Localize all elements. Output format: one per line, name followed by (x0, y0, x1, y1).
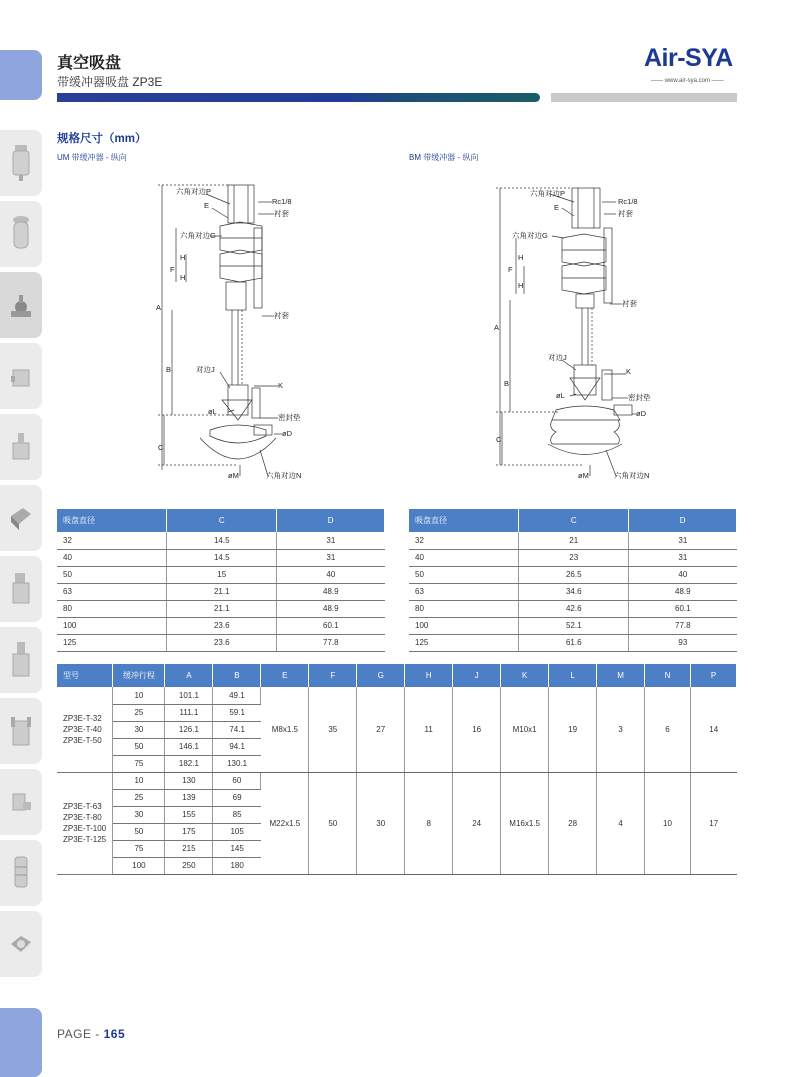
model-cell: ZP3E-T-63 ZP3E-T-80 ZP3E-T-100 ZP3E-T-125 (57, 772, 113, 874)
table-cell: 60 (213, 772, 261, 789)
bm-label-h2: H (518, 281, 524, 290)
side-tab-fitting[interactable] (0, 627, 42, 693)
um-label-b: B (166, 365, 172, 374)
bm-diagram-label: BM 带缓冲器 - 纵向 (409, 153, 479, 162)
um-label-f: F (170, 265, 175, 274)
table-cell: 130 (165, 772, 213, 789)
table-cell: 40 (409, 549, 519, 566)
side-tab-solenoid[interactable] (0, 414, 42, 480)
table-cell: 25 (113, 789, 165, 806)
table-row (57, 549, 385, 566)
um-label-hex-g: 六角对边G (180, 231, 216, 240)
side-tab-filter[interactable] (0, 130, 42, 196)
column-header: 缓冲行程 (113, 664, 165, 687)
table-cell: 139 (165, 789, 213, 806)
table-cell: 31 (277, 549, 385, 566)
table-row (57, 583, 385, 600)
brand-logo: Air-SYA (644, 44, 733, 72)
table-cell: 50 (113, 823, 165, 840)
gauge-icon (9, 924, 33, 964)
table-cell: 74.1 (213, 721, 261, 738)
page-number-value: 165 (103, 1027, 126, 1041)
table-cell: 100 (57, 617, 167, 634)
table-row (409, 634, 737, 651)
bm-label-h1: H (518, 253, 524, 262)
um-label-c: C (158, 443, 164, 452)
table-cell: 52.1 (519, 617, 629, 634)
table-cell: 146.1 (165, 738, 213, 755)
common-dimension-cell: 35 (309, 687, 357, 772)
bm-label-seal: 密封垫 (628, 393, 651, 402)
um-table-header (57, 509, 385, 532)
bm-col-diameter: 吸盘直径 (409, 509, 519, 532)
um-label-a: A (156, 303, 162, 312)
table-row (57, 617, 385, 634)
um-label-e: E (204, 201, 210, 210)
page-prefix: PAGE - (57, 1027, 104, 1041)
filter-icon (9, 143, 33, 183)
bm-label-f: F (508, 265, 513, 274)
bm-label-flat-j: 对边J (548, 353, 567, 362)
column-header: G (357, 664, 405, 687)
table-cell: 25 (113, 704, 165, 721)
page-title: 真空吸盘 (57, 55, 122, 72)
model-spec-table (57, 664, 737, 875)
bm-label-hex-g: 六角对边G (512, 231, 548, 240)
table-cell: 69 (213, 789, 261, 806)
table-row (409, 617, 737, 634)
table-cell: 63 (409, 583, 519, 600)
column-header: P (690, 664, 736, 687)
table-cell: 40 (57, 549, 167, 566)
table-cell: 145 (213, 840, 261, 857)
table-cell: 48.9 (277, 583, 385, 600)
table-cell: 250 (165, 857, 213, 874)
table-cell: 23 (519, 549, 629, 566)
table-cell: 215 (165, 840, 213, 857)
bm-label-hex-n: 六角对边N (614, 471, 650, 480)
um-label-seal: 密封垫 (278, 413, 301, 422)
um-label-hex-n: 六角对边N (266, 471, 302, 480)
common-dimension-cell: 8 (405, 772, 453, 874)
table-cell: 30 (113, 721, 165, 738)
table-cell: 48.9 (629, 583, 737, 600)
column-header: H (405, 664, 453, 687)
table-row (57, 600, 385, 617)
side-tab-gauge[interactable] (0, 911, 42, 977)
side-tab-actuator[interactable] (0, 698, 42, 764)
cylinder-icon (9, 569, 33, 609)
page-subtitle: 带缓冲器吸盘 ZP3E (57, 75, 163, 89)
table-cell: 48.9 (277, 600, 385, 617)
um-label-phi-l: øL (208, 407, 217, 416)
um-label-h1: H (180, 253, 186, 262)
table-cell: 105 (213, 823, 261, 840)
column-header: K (501, 664, 549, 687)
table-cell: 175 (165, 823, 213, 840)
table-cell: 26.5 (519, 566, 629, 583)
common-dimension-cell: M16x1.5 (501, 772, 549, 874)
table-cell: 125 (409, 634, 519, 651)
table-cell: 40 (277, 566, 385, 583)
spec-section-title: 规格尺寸（mm） (57, 133, 147, 145)
table-cell: 32 (409, 532, 519, 549)
solenoid-icon (9, 427, 33, 467)
table-cell: 77.8 (629, 617, 737, 634)
side-tab-silencer[interactable] (0, 840, 42, 906)
table-cell: 31 (629, 532, 737, 549)
bm-label-phi-m: øM (578, 471, 589, 480)
column-header: J (453, 664, 501, 687)
um-technical-drawing (150, 180, 320, 485)
bm-label-e: E (554, 203, 560, 212)
um-label-flat-j: 对边J (196, 365, 215, 374)
bm-col-d: D (629, 509, 737, 532)
um-label-hex-p: 六角对边P (176, 187, 212, 196)
table-cell: 155 (165, 806, 213, 823)
table-cell: 32 (57, 532, 167, 549)
table-cell: 60.1 (629, 600, 737, 617)
side-tab-bottom[interactable] (0, 1008, 42, 1077)
common-dimension-cell: 10 (645, 772, 691, 874)
table-row (57, 566, 385, 583)
column-header: L (549, 664, 597, 687)
table-row (409, 566, 737, 583)
table-cell: 80 (409, 600, 519, 617)
valve-icon (9, 356, 33, 396)
table-cell: 75 (113, 755, 165, 772)
common-dimension-cell: 30 (357, 772, 405, 874)
um-label-bush-top: 衬套 (274, 209, 289, 218)
common-dimension-cell: M8x1.5 (261, 687, 309, 772)
side-tab-elbow[interactable] (0, 769, 42, 835)
table-cell: 40 (629, 566, 737, 583)
um-label-phi-m: øM (228, 471, 239, 480)
common-dimension-cell: 28 (549, 772, 597, 874)
common-dimension-cell: M10x1 (501, 687, 549, 772)
header-bar-gray (551, 93, 737, 102)
actuator-icon (9, 711, 33, 751)
um-col-diameter: 吸盘直径 (57, 509, 167, 532)
model-cell: ZP3E-T-32 ZP3E-T-40 ZP3E-T-50 (57, 687, 113, 772)
um-col-c: C (167, 509, 277, 532)
elbow-fitting-icon (9, 782, 33, 822)
table-cell: 21.1 (167, 583, 277, 600)
side-tab-top[interactable] (0, 50, 42, 100)
um-label-rc: Rc1/8 (272, 197, 292, 206)
page-number (57, 1027, 125, 1041)
um-label-k: K (278, 381, 284, 390)
vacuum-ejector-icon (9, 285, 33, 325)
table-row (409, 600, 737, 617)
column-header: A (165, 664, 213, 687)
table-cell: 50 (113, 738, 165, 755)
table-row (57, 772, 737, 789)
brand-url: —— www.air-sya.com —— (651, 78, 724, 84)
column-header: B (213, 664, 261, 687)
common-dimension-cell: 50 (309, 772, 357, 874)
side-tab-regulator[interactable] (0, 201, 42, 267)
silencer-icon (9, 853, 33, 893)
bm-label-a: A (494, 323, 500, 332)
side-tab-manifold[interactable] (0, 485, 42, 551)
side-tab-cylinder[interactable] (0, 556, 42, 622)
common-dimension-cell: 16 (453, 687, 501, 772)
table-cell: 111.1 (165, 704, 213, 721)
table-cell: 50 (409, 566, 519, 583)
common-dimension-cell: 24 (453, 772, 501, 874)
table-row (409, 532, 737, 549)
bm-table-header (409, 509, 737, 532)
table-cell: 61.6 (519, 634, 629, 651)
table-cell: 93 (629, 634, 737, 651)
um-label-phi-d: øD (282, 429, 292, 438)
bm-label-k: K (626, 367, 632, 376)
header-bar-blue (57, 93, 540, 102)
table-row (57, 532, 385, 549)
um-col-d: D (277, 509, 385, 532)
column-header: M (597, 664, 645, 687)
bm-label-rc: Rc1/8 (618, 197, 638, 206)
bm-label-phi-d: øD (636, 409, 646, 418)
bm-label-c: C (496, 435, 502, 444)
um-dimension-table (57, 509, 385, 652)
table-cell: 23.6 (167, 634, 277, 651)
model-table-header (57, 664, 737, 687)
bm-label-bush-top: 衬套 (618, 209, 633, 218)
table-row (57, 634, 385, 651)
table-cell: 10 (113, 687, 165, 704)
um-diagram-label: UM 带缓冲器 - 纵向 (57, 153, 127, 162)
side-tab-vacuum[interactable] (0, 272, 42, 338)
bm-label-phi-l: øL (556, 391, 565, 400)
table-cell: 30 (113, 806, 165, 823)
regulator-icon (9, 214, 33, 254)
um-label-bush-bottom: 衬套 (274, 311, 289, 320)
common-dimension-cell: 14 (690, 687, 736, 772)
table-cell: 75 (113, 840, 165, 857)
table-cell: 10 (113, 772, 165, 789)
column-header: 型号 (57, 664, 113, 687)
table-row (57, 687, 737, 704)
fitting-icon (9, 640, 33, 680)
table-cell: 101.1 (165, 687, 213, 704)
table-cell: 60.1 (277, 617, 385, 634)
bm-dimension-table (409, 509, 737, 652)
common-dimension-cell: 11 (405, 687, 453, 772)
common-dimension-cell: 6 (645, 687, 691, 772)
table-cell: 34.6 (519, 583, 629, 600)
table-cell: 14.5 (167, 532, 277, 549)
table-cell: 77.8 (277, 634, 385, 651)
table-cell: 21 (519, 532, 629, 549)
table-cell: 80 (57, 600, 167, 617)
table-cell: 15 (167, 566, 277, 583)
table-cell: 180 (213, 857, 261, 874)
table-cell: 130.1 (213, 755, 261, 772)
bm-label-bush-bottom: 衬套 (622, 299, 637, 308)
column-header: N (645, 664, 691, 687)
common-dimension-cell: 17 (690, 772, 736, 874)
table-cell: 100 (409, 617, 519, 634)
um-label-h2: H (180, 273, 186, 282)
common-dimension-cell: 3 (597, 687, 645, 772)
table-cell: 182.1 (165, 755, 213, 772)
bm-technical-drawing (490, 180, 660, 485)
common-dimension-cell: M22x1.5 (261, 772, 309, 874)
column-header: E (261, 664, 309, 687)
manifold-icon (9, 498, 33, 538)
table-cell: 23.6 (167, 617, 277, 634)
table-row (409, 549, 737, 566)
table-cell: 85 (213, 806, 261, 823)
common-dimension-cell: 27 (357, 687, 405, 772)
table-cell: 94.1 (213, 738, 261, 755)
table-cell: 126.1 (165, 721, 213, 738)
table-cell: 63 (57, 583, 167, 600)
table-cell: 21.1 (167, 600, 277, 617)
table-cell: 125 (57, 634, 167, 651)
table-cell: 50 (57, 566, 167, 583)
bm-label-hex-p: 六角对边P (530, 189, 566, 198)
table-cell: 42.6 (519, 600, 629, 617)
table-cell: 31 (629, 549, 737, 566)
table-cell: 59.1 (213, 704, 261, 721)
common-dimension-cell: 4 (597, 772, 645, 874)
table-cell: 100 (113, 857, 165, 874)
table-row (409, 583, 737, 600)
side-tab-valve[interactable] (0, 343, 42, 409)
table-cell: 31 (277, 532, 385, 549)
bm-label-b: B (504, 379, 510, 388)
column-header: F (309, 664, 357, 687)
table-cell: 14.5 (167, 549, 277, 566)
bm-col-c: C (519, 509, 629, 532)
common-dimension-cell: 19 (549, 687, 597, 772)
table-cell: 49.1 (213, 687, 261, 704)
